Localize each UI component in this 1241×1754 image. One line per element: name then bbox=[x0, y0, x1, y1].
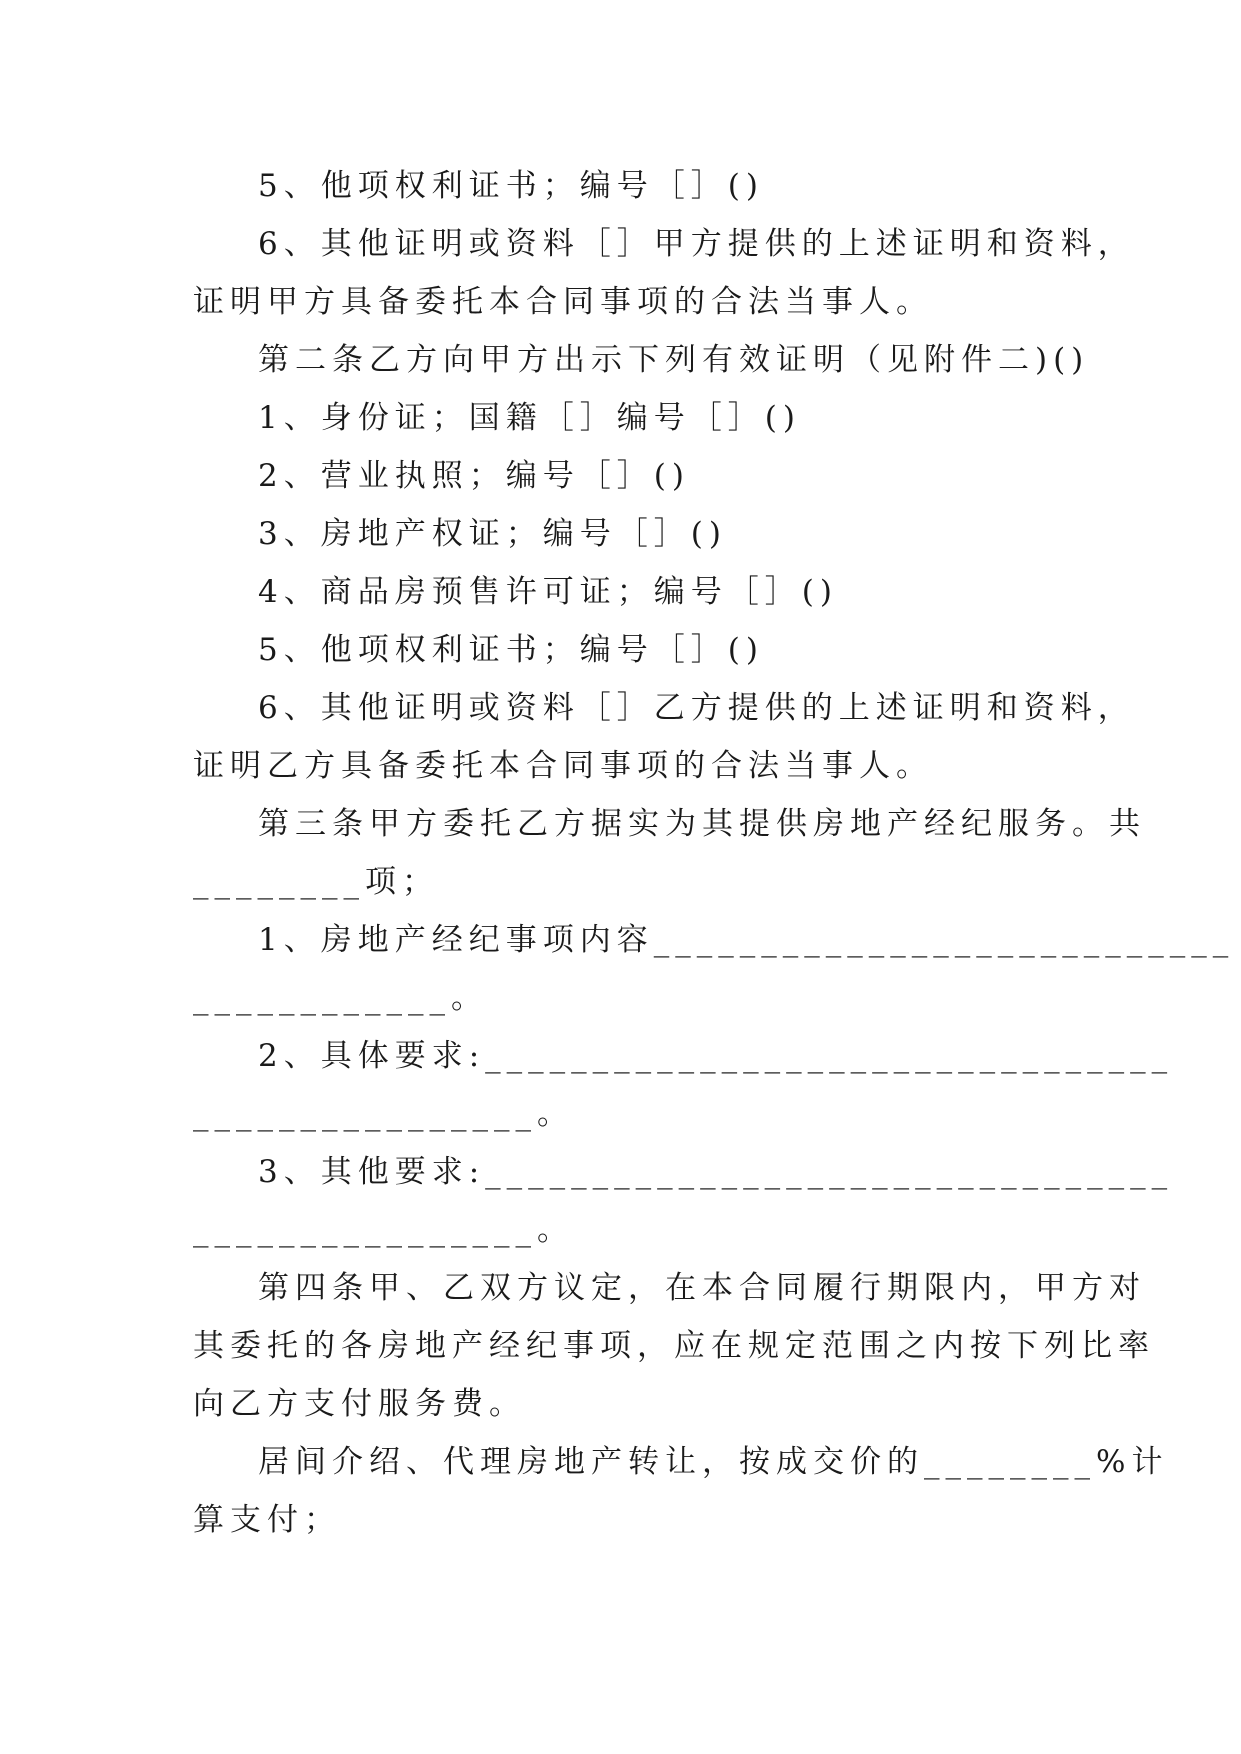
clause-3-item-3-continued: ________________。 bbox=[193, 1212, 574, 1248]
clause-4-continued-1: 其委托的各房地产经纪事项，应在规定范围之内按下列比率 bbox=[193, 1328, 1155, 1364]
clause-4-heading: 第四条甲、乙双方议定，在本合同履行期限内，甲方对 bbox=[258, 1270, 1146, 1306]
clause-3-item-2: 2、具体要求:________________________________ bbox=[258, 1038, 1174, 1074]
clause-4-fee-item: 居间介绍、代理房地产转让，按成交价的________%计 bbox=[258, 1444, 1169, 1480]
clause-4-fee-item-continued: 算支付； bbox=[193, 1502, 341, 1538]
clause-3-item-3: 3、其他要求:________________________________ bbox=[258, 1154, 1174, 1190]
clause-1-item-6: 6、其他证明或资料［］甲方提供的上述证明和资料， bbox=[258, 226, 1135, 262]
clause-2-item-1: 1、身份证；国籍［］编号［］() bbox=[258, 400, 801, 436]
clause-2-item-6: 6、其他证明或资料［］乙方提供的上述证明和资料， bbox=[258, 690, 1135, 726]
clause-3-item-1: 1、房地产经纪事项内容___________________________ bbox=[258, 922, 1235, 958]
clause-2-item-5: 5、他项权利证书；编号［］() bbox=[258, 632, 764, 668]
clause-3-heading-continued: ________项； bbox=[193, 864, 439, 900]
clause-2-item-2: 2、营业执照；编号［］() bbox=[258, 458, 690, 494]
clause-1-item-5: 5、他项权利证书；编号［］() bbox=[258, 168, 764, 204]
clause-2-item-4: 4、商品房预售许可证；编号［］() bbox=[258, 574, 838, 610]
clause-4-continued-2: 向乙方支付服务费。 bbox=[193, 1386, 526, 1422]
clause-3-item-1-continued: ____________。 bbox=[193, 980, 488, 1016]
clause-2-heading: 第二条乙方向甲方出示下列有效证明（见附件二)() bbox=[258, 342, 1090, 378]
clause-3-heading: 第三条甲方委托乙方据实为其提供房地产经纪服务。共 bbox=[258, 806, 1146, 842]
clause-2-item-6-continued: 证明乙方具备委托本合同事项的合法当事人。 bbox=[193, 748, 933, 784]
clause-3-item-2-continued: ________________。 bbox=[193, 1096, 574, 1132]
clause-2-item-3: 3、房地产权证；编号［］() bbox=[258, 516, 727, 552]
clause-1-item-6-continued: 证明甲方具备委托本合同事项的合法当事人。 bbox=[193, 284, 933, 320]
